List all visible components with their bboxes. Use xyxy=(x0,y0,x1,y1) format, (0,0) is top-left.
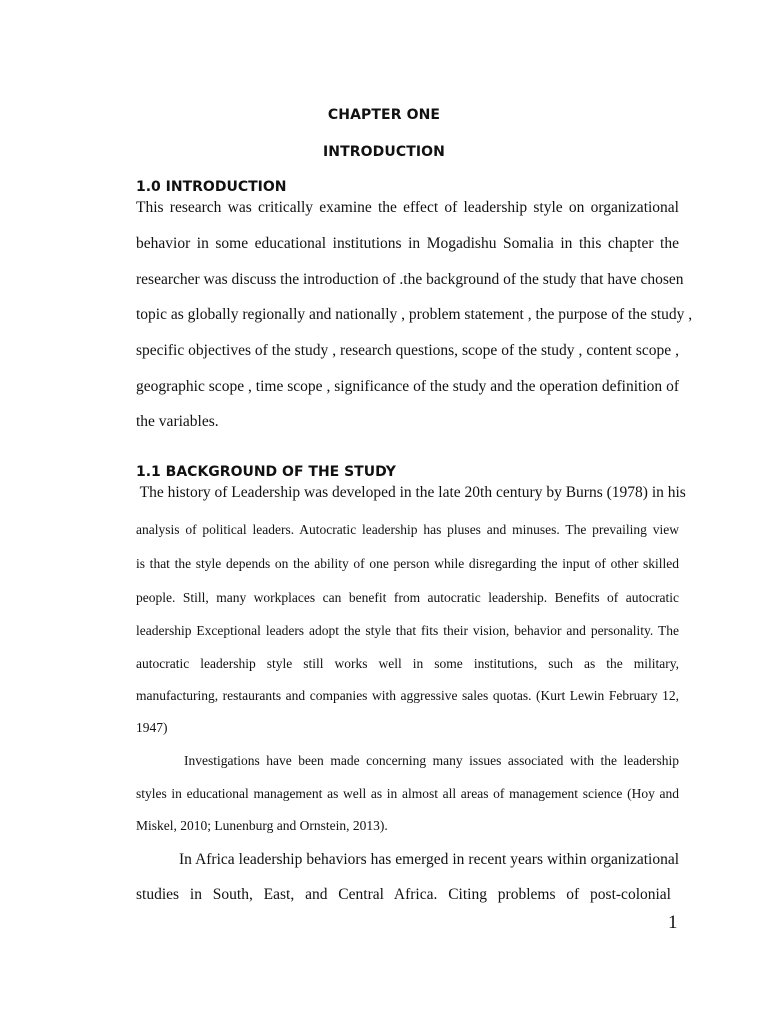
intro-line: the variables. xyxy=(136,413,219,430)
intro-line: researcher was discuss the introduction of .the background of the study that have chosen xyxy=(136,271,684,288)
page-number: 1 xyxy=(668,912,678,933)
section-heading-background: 1.1 BACKGROUND OF THE STUDY xyxy=(136,464,396,480)
background-line: In Africa leadership behaviors has emerged in recent years within organizational xyxy=(179,851,679,868)
intro-line: specific objectives of the study , research questions, scope of the study , content scope , xyxy=(136,342,679,359)
intro-line: behavior in some educational institutions in Mogadishu Somalia in this chapter the xyxy=(136,235,679,252)
background-line: 1947) xyxy=(136,720,168,735)
background-line: styles in educational management as well as in almost all areas of management science (Hoy and xyxy=(136,786,679,801)
background-line: Investigations have been made concerning many issues associated with the leadership xyxy=(184,753,679,768)
background-line: people. Still, many workplaces can benefit from autocratic leadership. Benefits of autocratic xyxy=(136,590,679,605)
chapter-subtitle: INTRODUCTION xyxy=(323,144,445,160)
intro-line: geographic scope , time scope , significance of the study and the operation definition of xyxy=(136,378,679,395)
intro-line: This research was critically examine the effect of leadership style on organizational xyxy=(136,199,679,216)
intro-line: topic as globally regionally and nationally , problem statement , the purpose of the study , xyxy=(136,306,693,323)
background-line: Miskel, 2010; Lunenburg and Ornstein, 2013). xyxy=(136,818,388,833)
background-line: leadership Exceptional leaders adopt the style that fits their vision, behavior and personality. The xyxy=(136,623,679,638)
background-line: autocratic leadership style still works well in some institutions, such as the military, xyxy=(136,656,679,671)
background-line: The history of Leadership was developed in the late 20th century by Burns (1978) in his xyxy=(136,484,686,501)
background-line: manufacturing, restaurants and companies with aggressive sales quotas. (Kurt Lewin February 12, xyxy=(136,688,679,703)
background-line: studies in South, East, and Central Africa. Citing problems of post-colonial xyxy=(136,886,671,903)
chapter-title: CHAPTER ONE xyxy=(327,107,441,123)
background-line: analysis of political leaders. Autocratic leadership has pluses and minuses. The prevailing view xyxy=(136,522,679,537)
section-heading-introduction: 1.0 INTRODUCTION xyxy=(136,179,287,195)
background-line: is that the style depends on the ability of one person while disregarding the input of other skilled xyxy=(136,556,679,571)
